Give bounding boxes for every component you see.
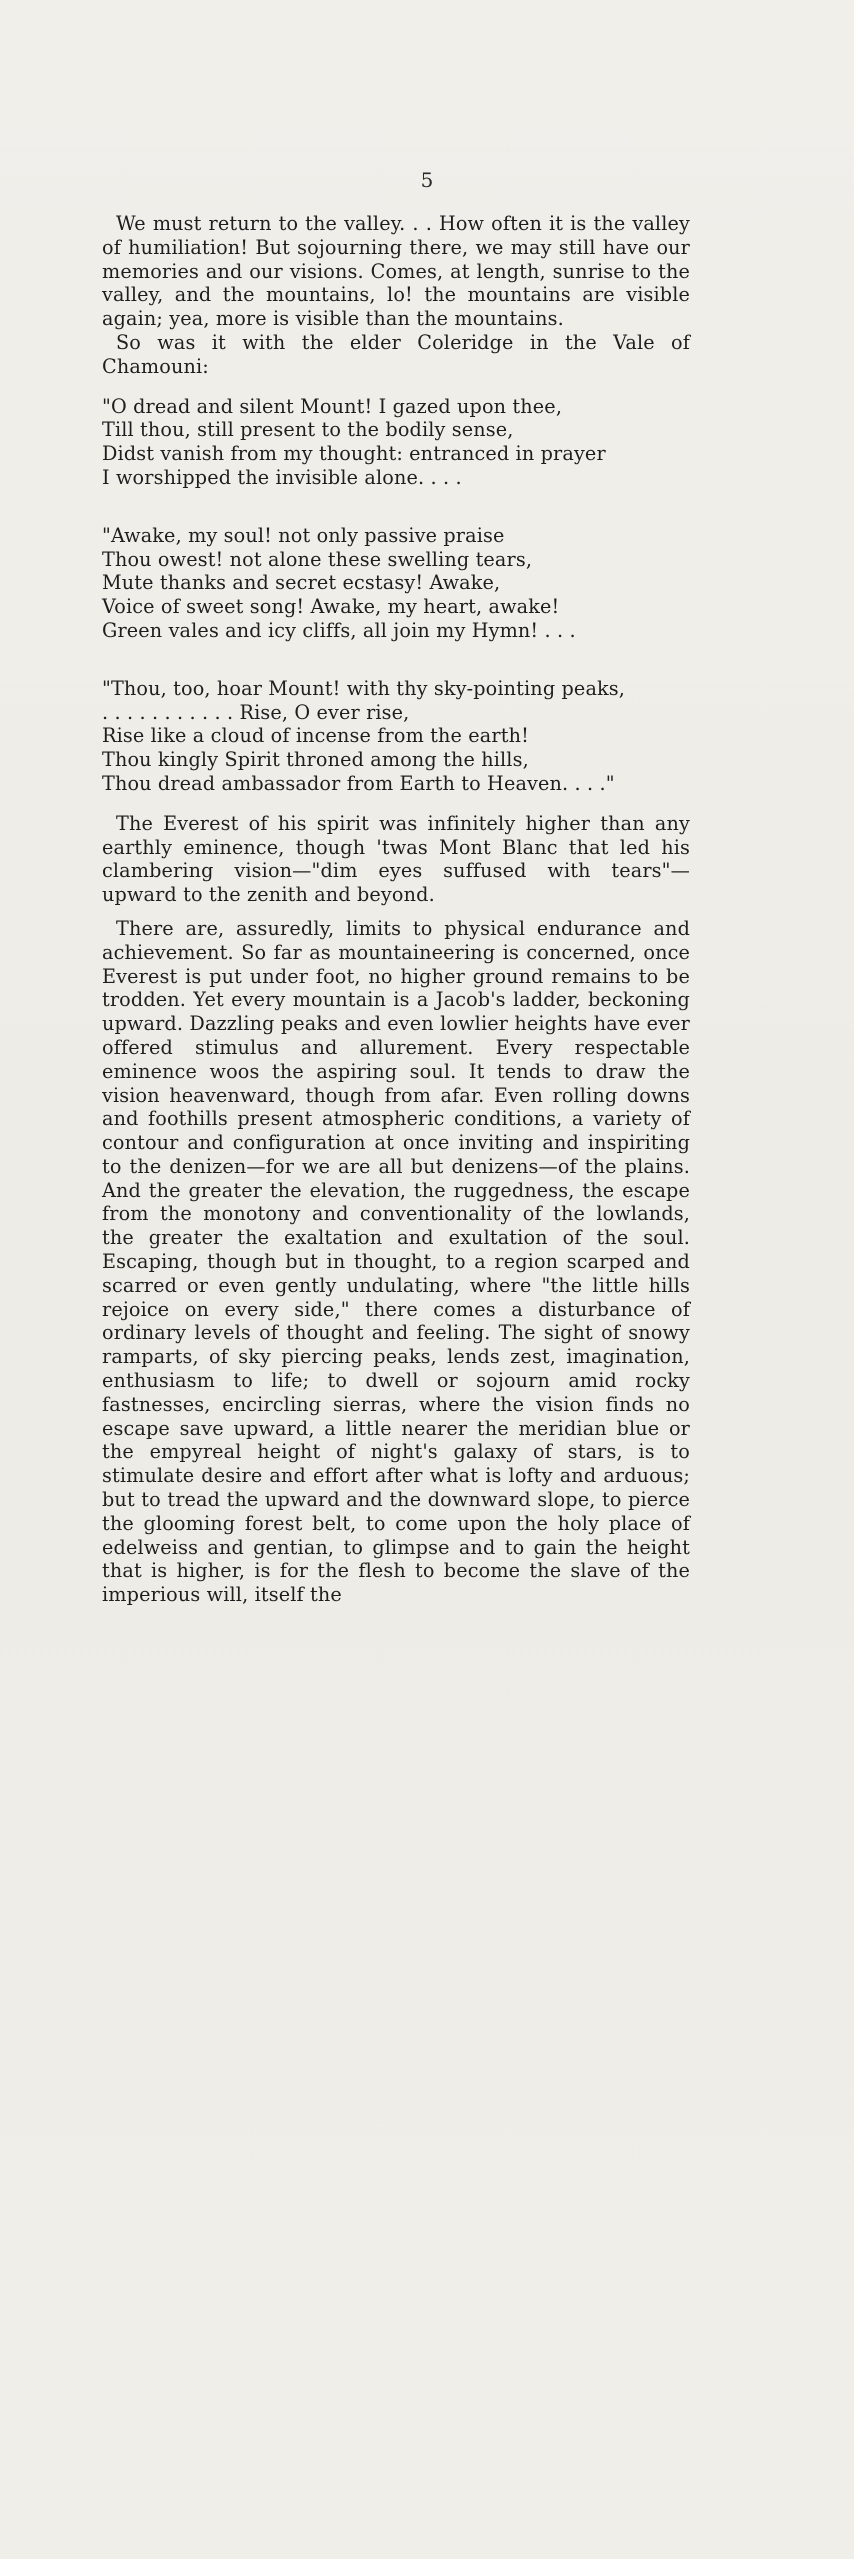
verse-line: Rise like a cloud of incense from the earth! (102, 724, 529, 748)
verse-line: "Awake, my soul! not only passive praise (102, 523, 505, 547)
verse-line: Voice of sweet song! Awake, my heart, awake! (102, 595, 560, 619)
verse-line: Green vales and icy cliffs, all join my Hymn! . . . (102, 618, 576, 642)
verse-line: Thou owest! not alone these swelling tears, (102, 547, 533, 571)
page-number: 5 (420, 168, 434, 192)
text-column (102, 212, 690, 1607)
paragraph-coleridge-intro: So was it with the elder Coleridge in the Vale of Chamouni: (102, 330, 690, 378)
verse-line: Didst vanish from my thought: entranced in prayer (102, 442, 606, 466)
verse-line: "O dread and silent Mount! I gazed upon thee, (102, 394, 563, 418)
verse-stanza-1 (102, 395, 690, 490)
paragraph-everest: The Everest of his spirit was infinitely higher than any earthly eminence, though 'twas Mont Blanc that led his clambering vision—"dim eyes suffused with tears"—upward to the zenith and beyond. (102, 811, 690, 907)
verse-line: "Thou, too, hoar Mount! with thy sky-pointing peaks, (102, 676, 626, 700)
verse-stanza-2 (102, 524, 690, 643)
verse-line: Mute thanks and secret ecstasy! Awake, (102, 571, 501, 595)
verse-line: Thou dread ambassador from Earth to Heaven. . . ." (102, 771, 615, 795)
verse-line: I worshipped the invisible alone. . . . (102, 465, 462, 489)
paragraph-valley: We must return to the valley. . . How often it is the valley of humiliation! But sojourning there, we may still have our memories and our visions. Comes, at length, sunrise to the valley, and the mountains, lo! the mountains are visible again; yea, more is visible than the mountains. (102, 212, 690, 331)
verse-line: Thou kingly Spirit throned among the hills, (102, 748, 529, 772)
verse-line: . . . . . . . . . . . Rise, O ever rise, (102, 700, 410, 724)
verse-line: Till thou, still present to the bodily sense, (102, 418, 514, 442)
paragraph-limits: There are, assuredly, limits to physical endurance and achievement. So far as mountaineering is concerned, once Everest is put under foot, no higher ground remains to be trodden. Yet every mountain is a Jacob's ladder, beckoning upward. Dazzling peaks and even lowlier heights have ever offered stimulus and allurement. Every respectable eminence woos the aspiring soul. It tends to draw the vision heavenward, though from afar. Even rolling downs and foothills present atmospheric conditions, a variety of contour and configuration at once inviting and inspiriting to the denizen—for we are all but denizens—of the plains. And the greater the elevation, the ruggedness, the escape from the monotony and conventionality of the lowlands, the greater the exaltation and exultation of the soul. Escaping, though but in thought, to a region scarped and scarred or even gently undulating, where "the little hills rejoice on every side," there comes a disturbance of ordinary levels of thought and feeling. The sight of snowy ramparts, of sky piercing peaks, lends zest, imagination, enthusiasm to life; to dwell or sojourn amid rocky fastnesses, encircling sierras, where the vision finds no escape save upward, a little nearer the meridian blue or the empyreal height of night's galaxy of stars, is to stimulate desire and effort after what is lofty and arduous; but to tread the upward and the downward slope, to pierce the glooming forest belt, to come upon the holy place of edelweiss and gentian, to glimpse and to gain the height that is higher, is for the flesh to become the slave of the imperious will, itself the (102, 916, 690, 1607)
verse-stanza-3 (102, 677, 690, 796)
